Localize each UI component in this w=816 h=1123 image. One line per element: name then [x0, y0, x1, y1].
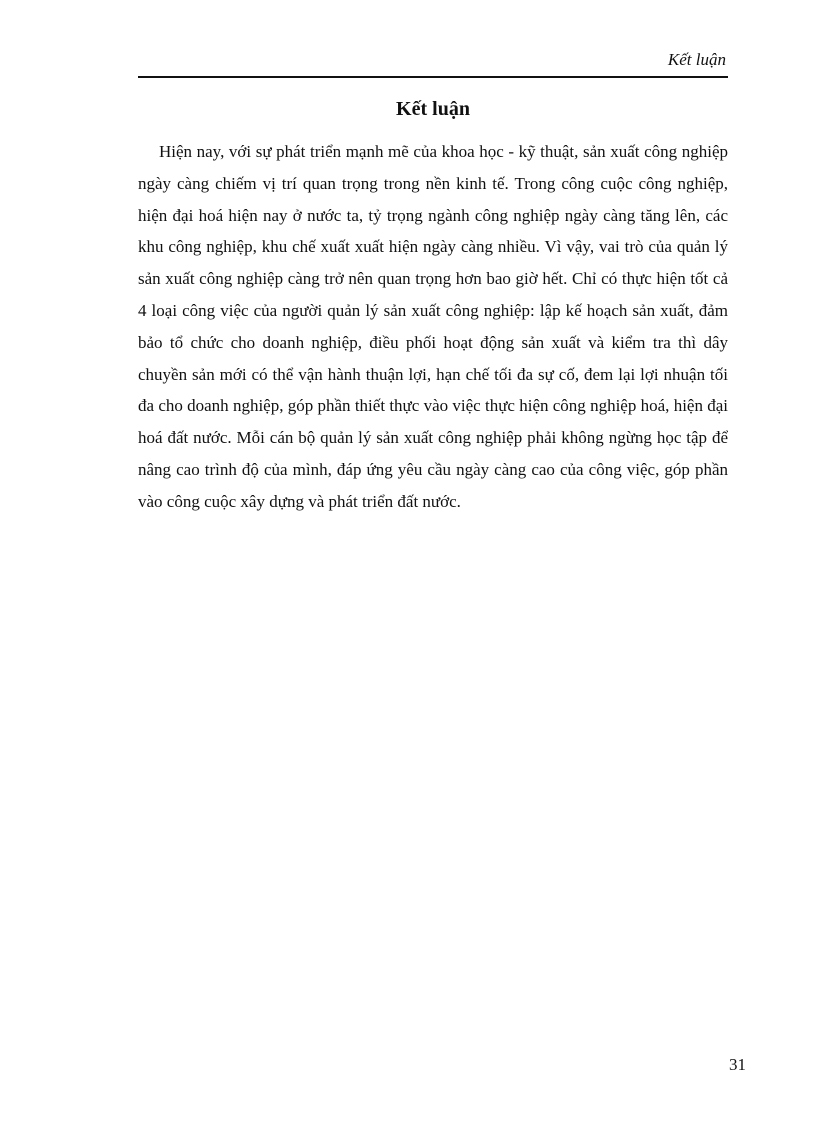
body-paragraph: Hiện nay, với sự phát triển mạnh mẽ của khoa học - kỹ thuật, sản xuất công nghiệp ngày càng chiếm vị trí quan trọng trong nền kinh tế. Trong công cuộc công nghiệp, hiện đại hoá hiện nay ở nước ta, tỷ trọng ngành công nghiệp ngày càng tăng lên, các khu công nghiệp, khu chế xuất xuất hiện ngày càng nhiều. Vì vậy, vai trò của quản lý sản xuất công nghiệp càng trở nên quan trọng hơn bao giờ hết. Chỉ có thực hiện tốt cả 4 loại công việc của người quản lý sản xuất công nghiệp: lập kế hoạch sản xuất, đảm bảo tổ chức cho doanh nghiệp, điều phối hoạt động sản xuất và kiểm tra thì dây chuyền sản mới có thể vận hành thuận lợi, hạn chế tối đa sự cố, đem lại lợi nhuận tối đa cho doanh nghiệp, góp phần thiết thực vào việc thực hiện công nghiệp hoá, hiện đại hoá đất nước. Mỗi cán bộ quản lý sản xuất công nghiệp phải không ngừng học tập để nâng cao trình độ của mình, đáp ứng yêu cầu ngày càng cao của công việc, góp phần vào công cuộc xây dựng và phát triển đất nước.: [138, 142, 728, 511]
page-number: 31: [729, 1055, 746, 1074]
page-header: [138, 50, 728, 78]
chapter-title: Kết luận: [396, 98, 470, 120]
running-header-title: Kết luận: [667, 50, 726, 69]
